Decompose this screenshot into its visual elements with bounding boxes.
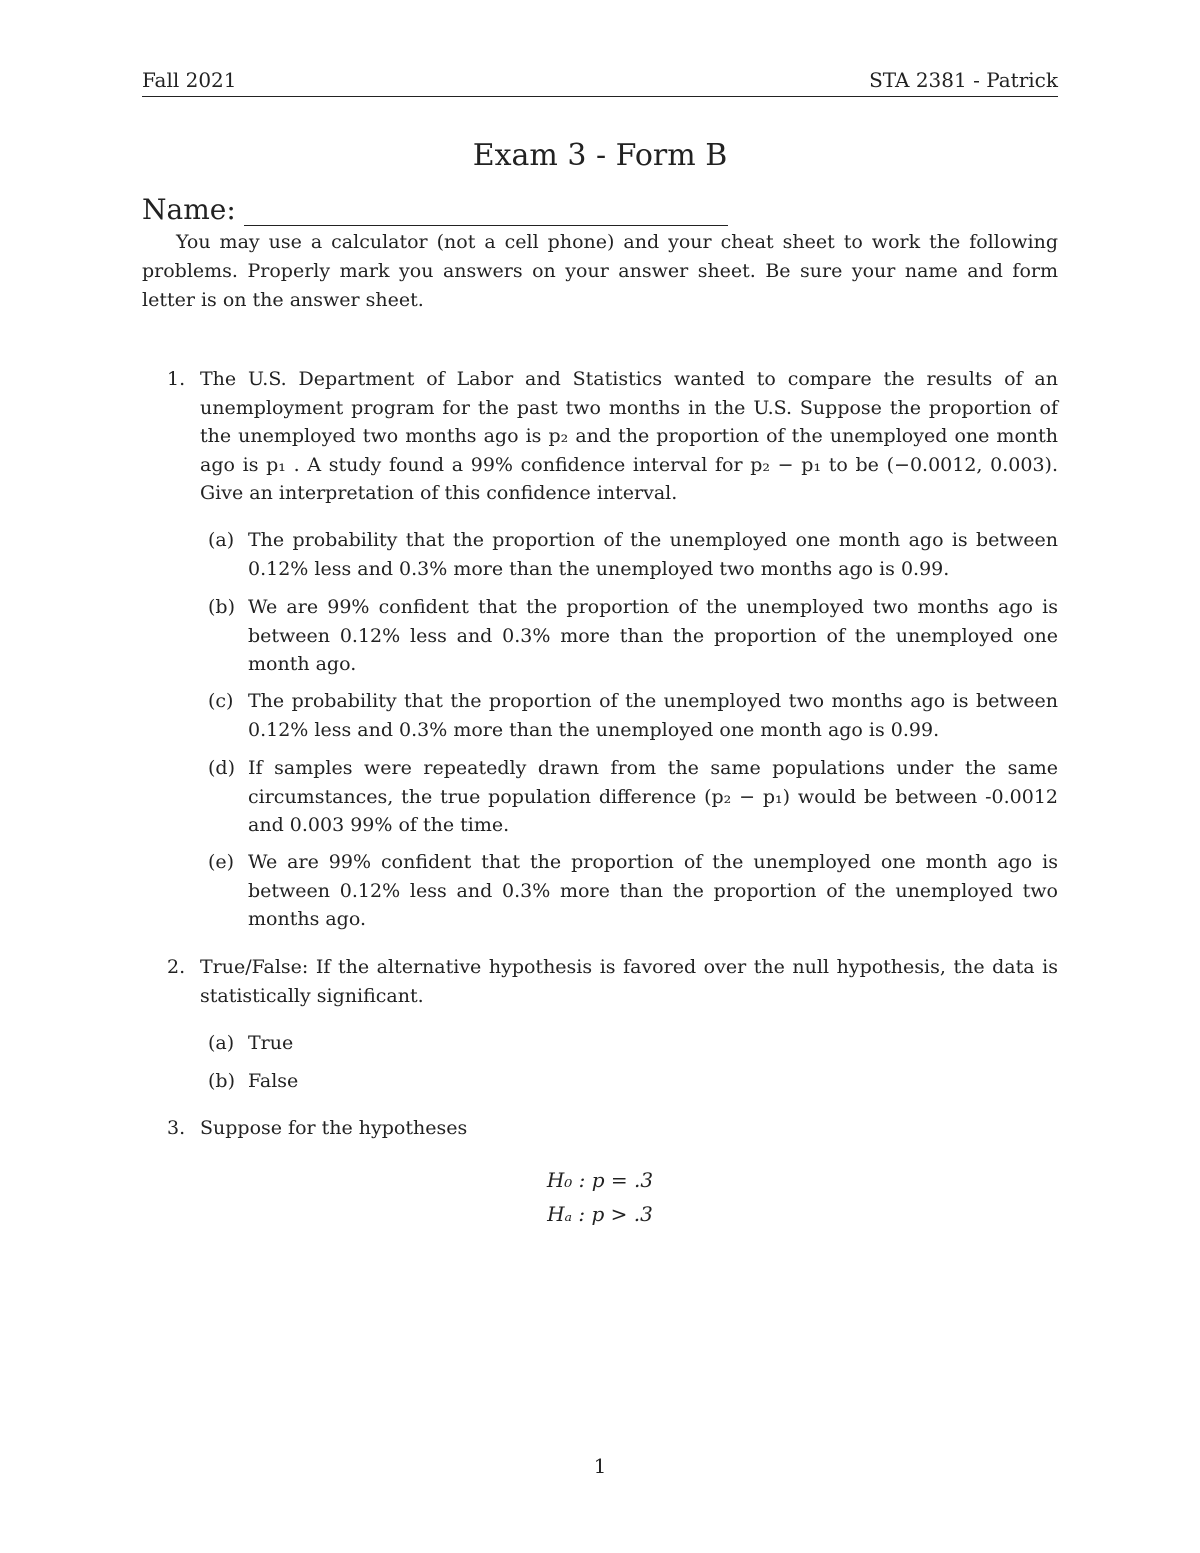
question-2-option-a [200,1029,1058,1058]
question-1-option-a [200,526,1058,583]
option-text: We are 99% confident that the proportion of the unemployed two months ago is between 0.12% less and 0.3% more than the proportion of the unemployed one month ago. [248,596,1058,675]
question-1 [142,365,1058,508]
option-label: (a) [208,1032,235,1054]
question-number: 1. [167,368,186,390]
option-label: (b) [208,596,235,618]
question-1-option-b [200,593,1058,679]
equation-text: Hₐ : p > .3 [547,1202,653,1226]
option-text: We are 99% confident that the proportion of the unemployed one month ago is between 0.12% less and 0.3% more than the proportion of the unemployed two months ago. [248,851,1058,930]
question-2-option-b [200,1067,1058,1096]
equation-text: H₀ : p = .3 [546,1168,654,1192]
option-label: (d) [208,757,235,779]
option-label: (b) [208,1070,235,1092]
option-text: False [248,1070,299,1092]
option-label: (e) [208,851,235,873]
question-1-option-e [200,848,1058,934]
option-text: The probability that the proportion of the unemployed two months ago is between 0.12% less and 0.3% more than the unemployed one month ago is 0.99. [248,690,1058,741]
question-stem: True/False: If the alternative hypothesis is favored over the null hypothesis, the data is statistically significant. [200,956,1058,1007]
alternative-hypothesis-equation [0,1202,1200,1226]
header-term: Fall 2021 [142,68,237,92]
header-course: STA 2381 - Patrick [869,68,1058,92]
name-blank-line [244,201,728,226]
question-stem: Suppose for the hypotheses [200,1117,468,1139]
question-1-option-c [200,687,1058,744]
question-1-option-d [200,754,1058,840]
exam-title: Exam 3 - Form B [472,138,728,173]
page-header [142,68,1058,97]
name-label: Name: [142,193,236,226]
name-row [142,193,728,226]
instructions: You may use a calculator (not a cell phone) and your cheat sheet to work the following problems. Properly mark you answers on your answer sheet. Be sure your name and form letter is on the answer sheet. [142,231,1058,311]
option-label: (c) [208,690,234,712]
question-number: 2. [167,956,186,978]
option-label: (a) [208,529,235,551]
question-2 [142,953,1058,1010]
question-3 [142,1114,1058,1143]
option-text: The probability that the proportion of the unemployed one month ago is between 0.12% less and 0.3% more than the unemployed two months ago is 0.99. [248,529,1058,580]
null-hypothesis-equation [0,1168,1200,1192]
page-number: 1 [593,1454,607,1478]
question-stem: The U.S. Department of Labor and Statistics wanted to compare the results of an unemployment program for the past two months in the U.S. Suppose the proportion of the unemployed two months ago is p₂ and the proportion of the unemployed one month ago is p₁ . A study found a 99% confidence interval for p₂ − p₁ to be (−0.0012, 0.003). Give an interpretation of this confidence interval. [200,368,1058,504]
option-text: If samples were repeatedly drawn from the same populations under the same circumstances, the true population difference (p₂ − p₁) would be between -0.0012 and 0.003 99% of the time. [248,757,1058,836]
question-number: 3. [167,1117,186,1139]
option-text: True [248,1032,294,1054]
